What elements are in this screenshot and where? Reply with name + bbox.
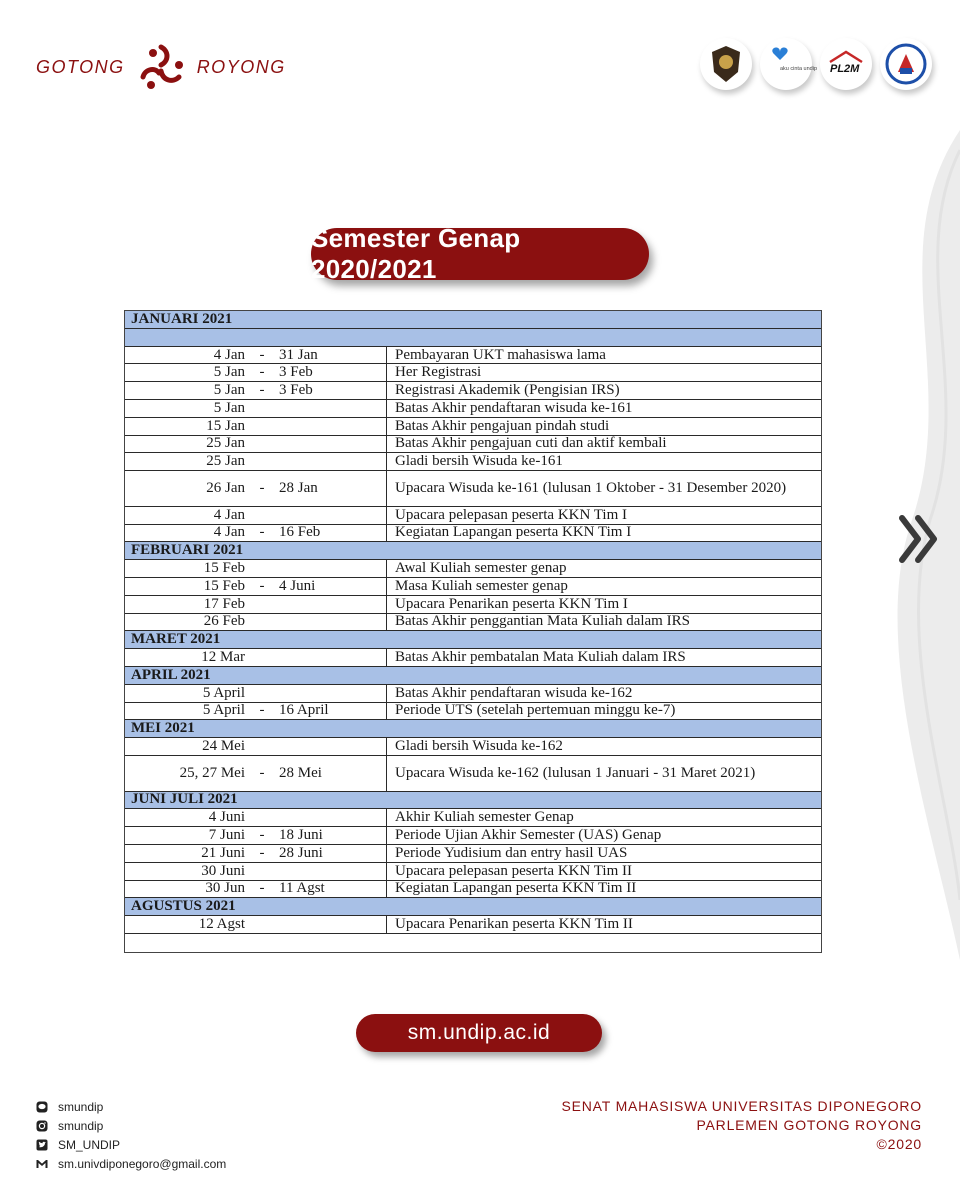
twitter-icon — [36, 1139, 48, 1151]
page-title: Semester Genap 2020/2021 — [311, 228, 649, 280]
event-row — [125, 453, 821, 471]
event-date-cell — [125, 400, 387, 417]
event-date-cell — [125, 845, 387, 862]
event-date-cell — [125, 703, 387, 720]
event-date-cell — [125, 614, 387, 631]
event-date-cell — [125, 471, 387, 506]
event-date-cell — [125, 578, 387, 595]
event-start-date: 25 Jan — [206, 435, 245, 452]
event-description: Batas Akhir pengajuan cuti dan aktif kembali — [395, 435, 667, 452]
date-separator: - — [259, 880, 265, 897]
date-separator: - — [259, 827, 265, 844]
event-description: Upacara Penarikan peserta KKN Tim I — [395, 595, 628, 612]
date-separator: - — [259, 364, 265, 381]
event-description: Registrasi Akademik (Pengisian IRS) — [395, 382, 620, 399]
contact-twitter-text: SM_UNDIP — [58, 1137, 121, 1152]
event-end-date: 4 Juni — [279, 577, 316, 594]
event-start-date: 21 Juni — [201, 844, 245, 861]
event-date-cell — [125, 525, 387, 542]
month-header-row: MEI 2021 — [125, 720, 821, 738]
event-description: Pembayaran UKT mahasiswa lama — [395, 346, 606, 363]
event-row — [125, 738, 821, 756]
event-date-cell — [125, 596, 387, 613]
event-description: Akhir Kuliah semester Genap — [395, 809, 574, 826]
month-header-row: MARET 2021 — [125, 631, 821, 649]
emblem-icon — [880, 38, 932, 90]
event-date-cell — [125, 560, 387, 577]
undip-seal-icon — [700, 38, 752, 90]
event-start-date: 5 Jan — [213, 399, 245, 416]
event-description: Gladi bersih Wisuda ke-161 — [395, 453, 563, 470]
event-date-cell — [125, 382, 387, 399]
event-row — [125, 382, 821, 400]
event-row — [125, 881, 821, 899]
org-name: SENAT MAHASISWA UNIVERSITAS DIPONEGORO — [561, 1098, 922, 1114]
org-copyright: ©2020 — [876, 1136, 922, 1152]
date-separator: - — [259, 844, 265, 861]
event-row — [125, 863, 821, 881]
event-row — [125, 685, 821, 703]
date-separator: - — [259, 702, 265, 719]
event-description: Upacara Wisuda ke-161 (lulusan 1 Oktober - 31 Desember 2020) — [395, 479, 787, 496]
event-end-date: 11 Agst — [279, 880, 325, 897]
blank-row — [125, 329, 821, 347]
event-date-cell — [125, 453, 387, 470]
event-row — [125, 525, 821, 543]
event-date-cell — [125, 827, 387, 844]
month-header-row: APRIL 2021 — [125, 667, 821, 685]
website-link[interactable]: sm.undip.ac.id — [356, 1014, 602, 1052]
contact-email[interactable] — [36, 1154, 226, 1173]
event-row — [125, 347, 821, 365]
contact-line[interactable] — [36, 1097, 226, 1116]
event-end-date: 16 Feb — [279, 524, 321, 541]
date-separator: - — [259, 382, 265, 399]
event-description: Batas Akhir pendaftaran wisuda ke-161 — [395, 399, 633, 416]
event-date-cell — [125, 649, 387, 666]
event-start-date: 5 April — [202, 702, 245, 719]
contact-line-text: smundip — [58, 1099, 104, 1114]
event-description: Batas Akhir penggantian Mata Kuliah dalam IRS — [395, 613, 690, 630]
academic-calendar-table — [124, 310, 822, 953]
date-separator: - — [259, 764, 265, 781]
date-separator: - — [259, 524, 265, 541]
event-description: Kegiatan Lapangan peserta KKN Tim I — [395, 524, 632, 541]
line-icon — [36, 1101, 48, 1113]
event-row — [125, 578, 821, 596]
event-date-cell — [125, 881, 387, 898]
organization-credit — [562, 1097, 923, 1154]
event-date-cell — [125, 809, 387, 826]
event-description: Periode Yudisium dan entry hasil UAS — [395, 844, 628, 861]
event-start-date: 25 Jan — [206, 453, 245, 470]
event-row — [125, 596, 821, 614]
email-icon — [36, 1158, 48, 1170]
contact-list — [36, 1097, 226, 1173]
aku-cinta-undip-text: aku cinta undip — [780, 66, 817, 72]
event-date-cell — [125, 916, 387, 933]
event-row — [125, 827, 821, 845]
event-start-date: 30 Jun — [205, 880, 245, 897]
event-start-date: 30 Juni — [201, 862, 245, 879]
event-row — [125, 809, 821, 827]
event-row — [125, 916, 821, 934]
event-description: Gladi bersih Wisuda ke-162 — [395, 738, 563, 755]
event-date-cell — [125, 738, 387, 755]
month-header-row: AGUSTUS 2021 — [125, 898, 821, 916]
event-description: Her Registrasi — [395, 364, 482, 381]
event-start-date: 4 Juni — [208, 809, 245, 826]
event-end-date: 28 Jan — [279, 479, 318, 496]
brand-right-word: ROYONG — [196, 56, 286, 77]
event-description: Upacara Wisuda ke-162 (lulusan 1 Januari - 31 Maret 2021) — [395, 764, 756, 781]
event-end-date: 31 Jan — [279, 346, 318, 363]
event-end-date: 3 Feb — [279, 382, 313, 399]
event-start-date: 25, 27 Mei — [179, 764, 245, 781]
event-row — [125, 400, 821, 418]
pl2m-icon — [820, 38, 872, 90]
event-date-cell — [125, 863, 387, 880]
event-date-cell — [125, 364, 387, 381]
event-start-date: 4 Jan — [213, 346, 245, 363]
gotong-royong-logo-icon — [135, 41, 187, 93]
event-date-cell — [125, 418, 387, 435]
event-start-date: 15 Feb — [203, 577, 245, 594]
aku-cinta-undip-icon — [760, 38, 817, 90]
org-subtitle: PARLEMEN GOTONG ROYONG — [696, 1117, 922, 1133]
event-start-date: 7 Juni — [208, 827, 245, 844]
date-separator: - — [259, 479, 265, 496]
event-row — [125, 560, 821, 578]
event-row — [125, 649, 821, 667]
event-start-date: 17 Feb — [203, 595, 245, 612]
event-description: Masa Kuliah semester genap — [395, 577, 568, 594]
event-description: Upacara pelepasan peserta KKN Tim I — [395, 506, 628, 523]
event-date-cell — [125, 507, 387, 524]
event-row — [125, 418, 821, 436]
brand-left-word: GOTONG — [36, 56, 125, 77]
contact-twitter[interactable] — [36, 1135, 226, 1154]
date-separator: - — [259, 346, 265, 363]
event-description: Batas Akhir pembatalan Mata Kuliah dalam IRS — [395, 649, 686, 666]
blank-row — [125, 934, 821, 952]
month-header-row: JUNI JULI 2021 — [125, 792, 821, 810]
event-end-date: 28 Mei — [279, 764, 322, 781]
event-description: Batas Akhir pengajuan pindah studi — [395, 417, 610, 434]
month-header-row: FEBRUARI 2021 — [125, 542, 821, 560]
event-start-date: 12 Agst — [198, 916, 245, 932]
event-date-cell — [125, 756, 387, 791]
event-start-date: 5 April — [202, 684, 245, 701]
contact-instagram[interactable] — [36, 1116, 226, 1135]
event-start-date: 5 Jan — [213, 382, 245, 399]
next-slide-icon[interactable] — [898, 512, 940, 566]
event-row — [125, 756, 821, 792]
event-row — [125, 364, 821, 382]
event-date-cell — [125, 685, 387, 702]
event-description: Upacara pelepasan peserta KKN Tim II — [395, 862, 633, 879]
pl2m-text: PL2M — [830, 63, 860, 75]
event-start-date: 5 Jan — [213, 364, 245, 381]
brand-header — [36, 40, 286, 94]
event-row — [125, 471, 821, 507]
event-description: Kegiatan Lapangan peserta KKN Tim II — [395, 880, 637, 897]
event-start-date: 4 Jan — [213, 506, 245, 523]
event-end-date: 3 Feb — [279, 364, 313, 381]
event-end-date: 16 April — [279, 702, 329, 719]
event-start-date: 26 Feb — [203, 613, 245, 630]
event-date-cell — [125, 436, 387, 453]
event-date-cell — [125, 347, 387, 364]
event-row — [125, 436, 821, 454]
instagram-icon — [36, 1120, 48, 1132]
event-start-date: 15 Jan — [206, 417, 245, 434]
event-description: Periode Ujian Akhir Semester (UAS) Genap — [395, 827, 662, 844]
event-end-date: 28 Juni — [279, 844, 323, 861]
event-start-date: 26 Jan — [206, 479, 245, 496]
event-start-date: 12 Mar — [201, 649, 245, 666]
contact-email-text: sm.univdiponegoro@gmail.com — [58, 1156, 227, 1171]
event-start-date: 24 Mei — [202, 738, 245, 755]
event-row — [125, 614, 821, 632]
event-row — [125, 507, 821, 525]
event-end-date: 18 Juni — [279, 827, 323, 844]
event-description: Batas Akhir pendaftaran wisuda ke-162 — [395, 684, 633, 701]
contact-instagram-text: smundip — [58, 1118, 104, 1133]
date-separator: - — [259, 577, 265, 594]
event-row — [125, 703, 821, 721]
event-start-date: 15 Feb — [203, 560, 245, 577]
event-row — [125, 845, 821, 863]
event-description: Periode UTS (setelah pertemuan minggu ke-7) — [395, 702, 676, 719]
month-header-row: JANUARI 2021 — [125, 311, 821, 329]
event-description: Upacara Penarikan peserta KKN Tim II — [395, 916, 633, 932]
event-start-date: 4 Jan — [213, 524, 245, 541]
partner-logos — [700, 38, 932, 90]
event-description: Awal Kuliah semester genap — [395, 560, 567, 577]
